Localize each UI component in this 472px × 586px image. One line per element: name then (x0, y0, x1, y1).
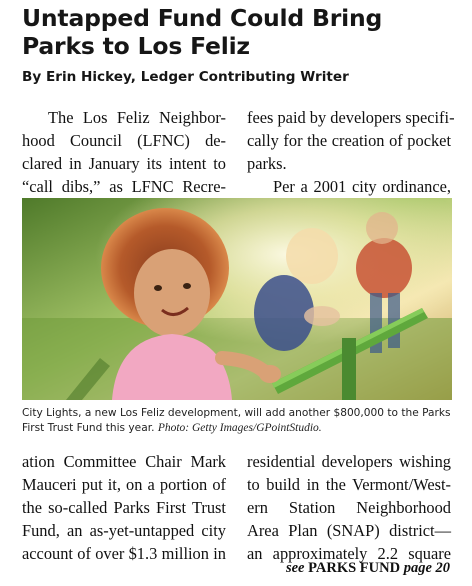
text-line: an approximately 2.2 square (247, 544, 451, 563)
jump-target: PARKS FUND (308, 560, 401, 576)
text-line: residential developers wishing (247, 452, 451, 471)
jump-see: see (285, 560, 305, 576)
paragraph (22, 450, 226, 565)
text-line: Mauceri put it, on a portion of (22, 475, 226, 494)
column-bottom-right (247, 450, 451, 565)
text-line: Area Plan (SNAP) district— (247, 521, 451, 540)
caption-text: City Lights, a new Los Feliz development, will add another $800,000 to the Parks First Trust Fund this year. (22, 407, 451, 434)
article-photo (22, 198, 452, 400)
column-bottom-left (22, 450, 226, 565)
text-line: clared in January its intent to (22, 154, 226, 173)
paragraph (247, 106, 455, 175)
text-line: The Los Feliz Neighbor- (48, 108, 226, 127)
paragraph (247, 175, 451, 198)
text-line: “call dibs,” as LFNC Recre- (22, 177, 226, 196)
text-line: Per a 2001 city ordinance, (273, 177, 451, 196)
photo-credit: Photo: Getty Images/GPointStudio. (157, 422, 322, 434)
column-top-left (22, 106, 226, 198)
text-line: Fund, an as-yet-untapped city (22, 521, 226, 540)
text-line: ern Station Neighborhood (247, 498, 451, 517)
paragraph (247, 450, 451, 565)
headline: Untapped Fund Could Bring Parks to Los Feliz (22, 4, 383, 60)
photo-caption (22, 406, 454, 436)
text-line: fees paid by developers specifi- (247, 108, 455, 127)
text-line: parks. (247, 154, 287, 173)
text-line: hood Council (LFNC) de- (22, 131, 226, 150)
text-line: ation Committee Chair Mark (22, 452, 226, 471)
continued-jump-line[interactable] (286, 560, 450, 577)
paragraph (22, 106, 226, 198)
text-line: account of over $1.3 million in (22, 544, 226, 563)
byline: By Erin Hickey, Ledger Contributing Writer (22, 69, 349, 85)
text-line: cally for the creation of pocket (247, 131, 451, 150)
text-line: to build in the Vermont/West- (247, 475, 451, 494)
text-line: the so-called Parks First Trust (22, 498, 226, 517)
jump-page: page 20 (403, 560, 450, 576)
column-top-right (247, 106, 455, 198)
